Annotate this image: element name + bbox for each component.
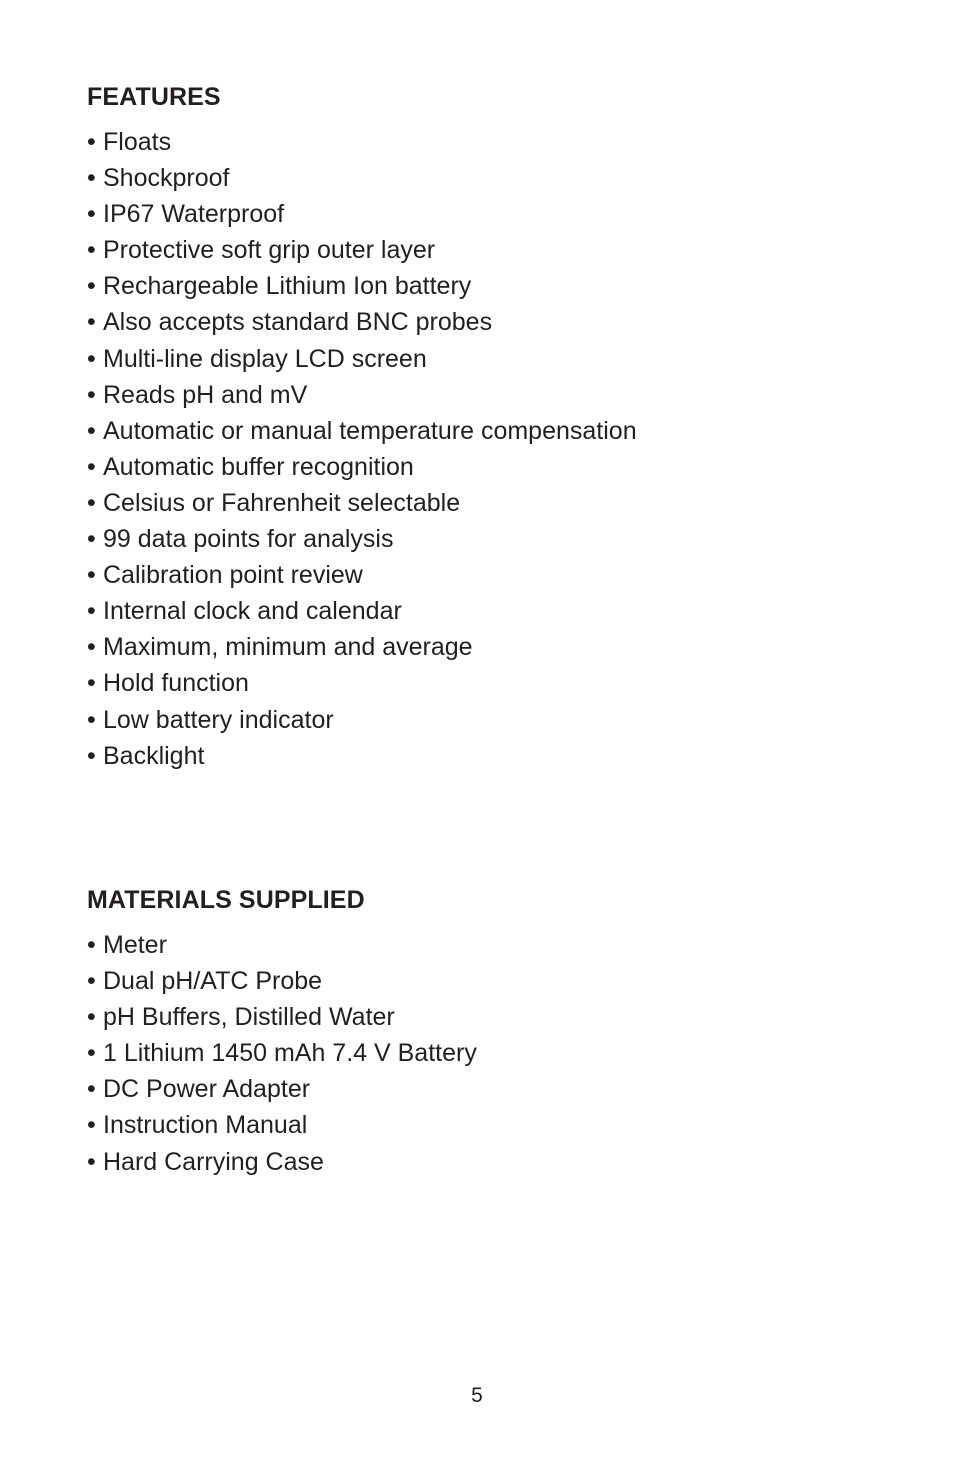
materials-section <box>87 881 887 1180</box>
bullet-icon: • <box>87 164 96 193</box>
bullet-icon: • <box>87 1111 96 1140</box>
feature-text: 99 data points for analysis <box>103 525 394 554</box>
features-list <box>87 124 887 774</box>
materials-list <box>87 927 887 1180</box>
list-item <box>87 485 887 521</box>
bullet-icon: • <box>87 200 96 229</box>
bullet-icon: • <box>87 488 96 517</box>
page-number: 5 <box>471 1384 483 1407</box>
bullet-icon: • <box>87 1003 96 1032</box>
feature-text: Maximum, minimum and average <box>103 633 473 662</box>
bullet-icon: • <box>87 669 96 698</box>
material-text: Dual pH/ATC Probe <box>103 967 323 996</box>
features-heading: FEATURES <box>87 83 221 111</box>
list-item <box>87 1035 887 1071</box>
materials-heading: MATERIALS SUPPLIED <box>87 886 365 914</box>
bullet-icon: • <box>87 1147 96 1176</box>
bullet-icon: • <box>87 561 96 590</box>
material-text: 1 Lithium 1450 mAh 7.4 V Battery <box>103 1039 477 1068</box>
material-text: Hard Carrying Case <box>103 1147 324 1176</box>
feature-text: IP67 Waterproof <box>103 200 285 229</box>
feature-text: Floats <box>103 128 172 156</box>
list-item <box>87 341 887 377</box>
features-section <box>87 78 887 774</box>
feature-text: Rechargeable Lithium Ion battery <box>103 272 472 301</box>
feature-text: Hold function <box>103 669 249 698</box>
feature-text: Multi-line display LCD screen <box>103 344 427 373</box>
list-item <box>87 1144 887 1180</box>
list-item <box>87 1107 887 1143</box>
list-item <box>87 124 887 160</box>
list-item <box>87 268 887 304</box>
list-item <box>87 702 887 738</box>
material-text: Instruction Manual <box>103 1111 308 1140</box>
feature-text: Automatic buffer recognition <box>103 452 414 481</box>
bullet-icon: • <box>87 633 96 662</box>
material-text: pH Buffers, Distilled Water <box>103 1003 395 1032</box>
list-item <box>87 963 887 999</box>
feature-text: Internal clock and calendar <box>103 597 402 626</box>
list-item <box>87 927 887 963</box>
bullet-icon: • <box>87 1075 96 1104</box>
bullet-icon: • <box>87 705 96 734</box>
list-item <box>87 738 887 774</box>
material-text: Meter <box>103 931 167 959</box>
material-text: DC Power Adapter <box>103 1075 311 1104</box>
list-item <box>87 999 887 1035</box>
bullet-icon: • <box>87 931 96 959</box>
feature-text: Reads pH and mV <box>103 380 308 409</box>
bullet-icon: • <box>87 236 96 265</box>
feature-text: Calibration point review <box>103 561 363 590</box>
list-item <box>87 665 887 701</box>
feature-text: Low battery indicator <box>103 705 334 734</box>
list-item <box>87 521 887 557</box>
bullet-icon: • <box>87 452 96 481</box>
bullet-icon: • <box>87 128 96 156</box>
list-item <box>87 629 887 665</box>
feature-text: Backlight <box>103 741 205 770</box>
bullet-icon: • <box>87 741 96 770</box>
feature-text: Shockproof <box>103 164 230 193</box>
bullet-icon: • <box>87 308 96 337</box>
bullet-icon: • <box>87 967 96 996</box>
list-item <box>87 160 887 196</box>
list-item <box>87 304 887 340</box>
bullet-icon: • <box>87 344 96 373</box>
list-item <box>87 232 887 268</box>
list-item <box>87 449 887 485</box>
feature-text: Celsius or Fahrenheit selectable <box>103 488 461 517</box>
list-item <box>87 557 887 593</box>
bullet-icon: • <box>87 380 96 409</box>
bullet-icon: • <box>87 272 96 301</box>
list-item <box>87 196 887 232</box>
feature-text: Also accepts standard BNC probes <box>103 308 493 337</box>
list-item <box>87 377 887 413</box>
bullet-icon: • <box>87 597 96 626</box>
list-item <box>87 413 887 449</box>
bullet-icon: • <box>87 416 96 445</box>
bullet-icon: • <box>87 525 96 554</box>
list-item <box>87 593 887 629</box>
bullet-icon: • <box>87 1039 96 1068</box>
feature-text: Automatic or manual temperature compensation <box>103 416 637 445</box>
feature-text: Protective soft grip outer layer <box>103 236 436 265</box>
list-item <box>87 1071 887 1107</box>
